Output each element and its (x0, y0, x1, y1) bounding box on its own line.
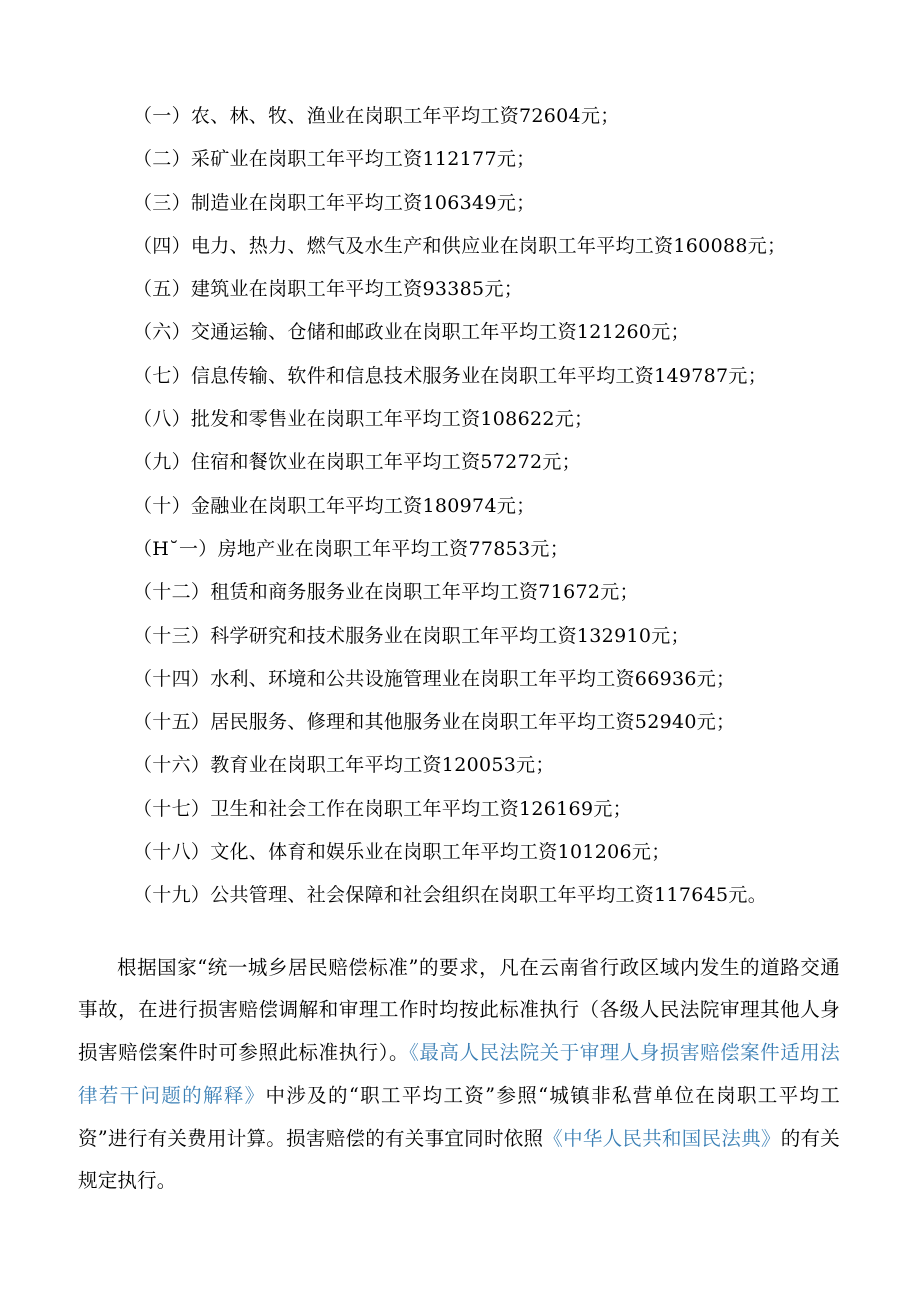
list-item: （十六）教育业在岗职工年平均工资120053元； (133, 754, 555, 777)
list-item: （五）建筑业在岗职工年平均工资93385元； (133, 278, 524, 301)
paragraph-text: 的有关规定执行。 (78, 1126, 840, 1193)
list-item: （十八）文化、体育和娱乐业在岗职工年平均工资101206元； (133, 841, 671, 864)
civil-code-link[interactable]: 《中华人民共和国民法典》 (543, 1126, 781, 1150)
list-item: （十五）居民服务、修理和其他服务业在岗职工年平均工资52940元； (133, 711, 736, 734)
list-item: （十九）公共管理、社会保障和社会组织在岗职工年平均工资117645元。 (133, 884, 768, 907)
list-item: （三）制造业在岗职工年平均工资106349元； (133, 191, 536, 214)
list-item: （十）金融业在岗职工年平均工资180974元； (133, 494, 536, 517)
list-item: （二）采矿业在岗职工年平均工资112177元； (133, 148, 536, 171)
list-item: （H˘一）房地产业在岗职工年平均工资77853元； (133, 537, 570, 560)
list-item: （十二）租赁和商务服务业在岗职工年平均工资71672元； (133, 581, 639, 604)
judicial-interpretation-link[interactable]: 《最高人民法院关于审理人身损害赔偿案件适用法律若干问题的解释》 (78, 1041, 841, 1107)
list-item: （十三）科学研究和技术服务业在岗职工年平均工资132910元； (133, 624, 690, 647)
body-paragraph (78, 947, 840, 1204)
list-item: （六）交通运输、仓储和邮政业在岗职工年平均工资121260元； (133, 321, 690, 344)
paragraph-text: 根据国家“统一城乡居民赔偿标准”的要求，凡在云南省行政区域内发生的道路交通事故，在进行损害赔偿调解和审理工作时均按此标准执行（各级人民法院审理其他人身损害赔偿案件时可参照此标准执行）。 (78, 955, 840, 1065)
list-item: （四）电力、热力、燃气及水生产和供应业在岗职工年平均工资160088元； (133, 234, 787, 257)
wage-list (133, 101, 853, 924)
list-item: （九）住宿和餐饮业在岗职工年平均工资57272元； (133, 451, 581, 474)
list-item: （十七）卫生和社会工作在岗职工年平均工资126169元； (133, 797, 632, 820)
list-item: （八）批发和零售业在岗职工年平均工资108622元； (133, 408, 594, 431)
list-item: （一）农、林、牧、渔业在岗职工年平均工资72604元； (133, 105, 620, 127)
list-item: （七）信息传输、软件和信息技术服务业在岗职工年平均工资149787元； (133, 364, 768, 387)
list-item: （十四）水利、环境和公共设施管理业在岗职工年平均工资66936元； (133, 667, 736, 690)
paragraph-text: 中涉及的“职工平均工资”参照“城镇非私营单位在岗职工平均工资”进行有关费用计算。损害赔偿的有关事宜同时依照 (78, 1083, 840, 1150)
